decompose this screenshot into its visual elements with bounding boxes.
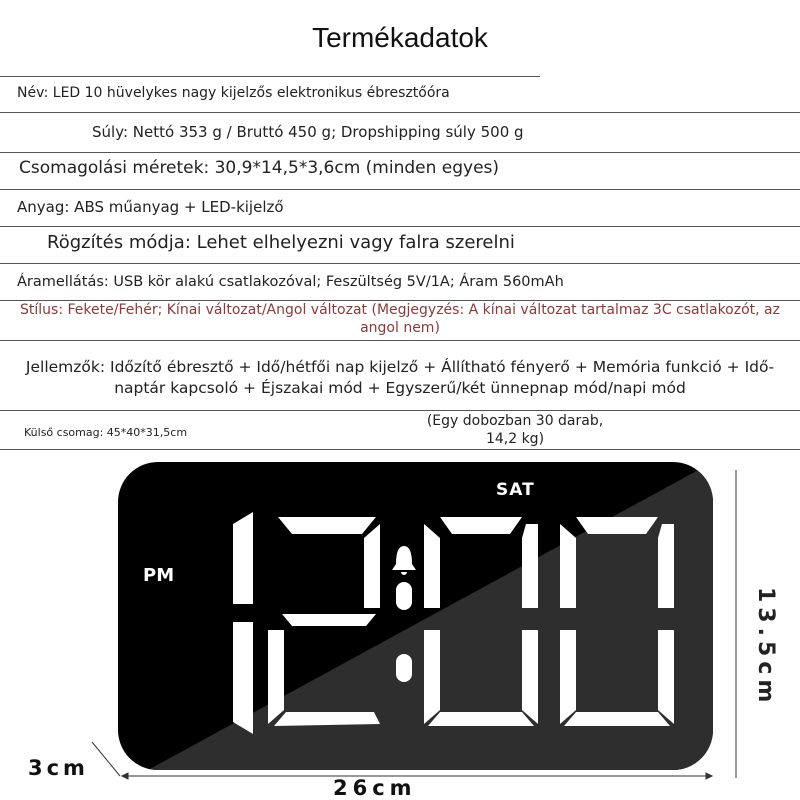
width-label: 26cm [333, 776, 417, 800]
ampm-label: PM [143, 565, 175, 586]
weight-row: Súly: Nettó 353 g / Bruttó 450 g; Dropshipping súly 500 g [92, 123, 524, 141]
outer-pack-row: Külső csomag: 45*40*31,5cm [24, 426, 188, 439]
per-box-row: (Egy dobozban 30 darab, 14,2 kg) [426, 413, 604, 447]
name-row: Név: LED 10 hüvelykes nagy kijelzős elektronikus ébresztőóra [17, 85, 450, 101]
style-row: Stílus: Fekete/Fehér; Kínai változat/Angol változat (Megjegyzés: A kínai változat tartalmaz 3C csatlakozót, az angol nem) [20, 302, 780, 336]
height-label: 13.5cm [753, 587, 778, 708]
mounting-row: Rögzítés módja: Lehet elhelyezni vagy falra szerelni [47, 232, 515, 253]
depth-label: 3cm [28, 756, 89, 780]
features-row: Jellemzők: Időzítő ébresztő + Idő/hétfői nap kijelző + Állítható fényerő + Memória funkció + Idő-naptár kapcsoló + Éjszakai mód + Egyszerű/két ünnepnap mód/napi mód [25, 358, 775, 397]
material-row: Anyag: ABS műanyag + LED-kijelző [17, 198, 284, 216]
power-row: Áramellátás: USB kör alakú csatlakozóval; Feszültség 5V/1A; Áram 560mAh [17, 274, 564, 290]
day-label: SAT [496, 480, 535, 500]
packaging-row: Csomagolási méretek: 30,9*14,5*3,6cm (minden egyes) [19, 158, 500, 178]
page-title: Termékadatok [312, 22, 488, 53]
